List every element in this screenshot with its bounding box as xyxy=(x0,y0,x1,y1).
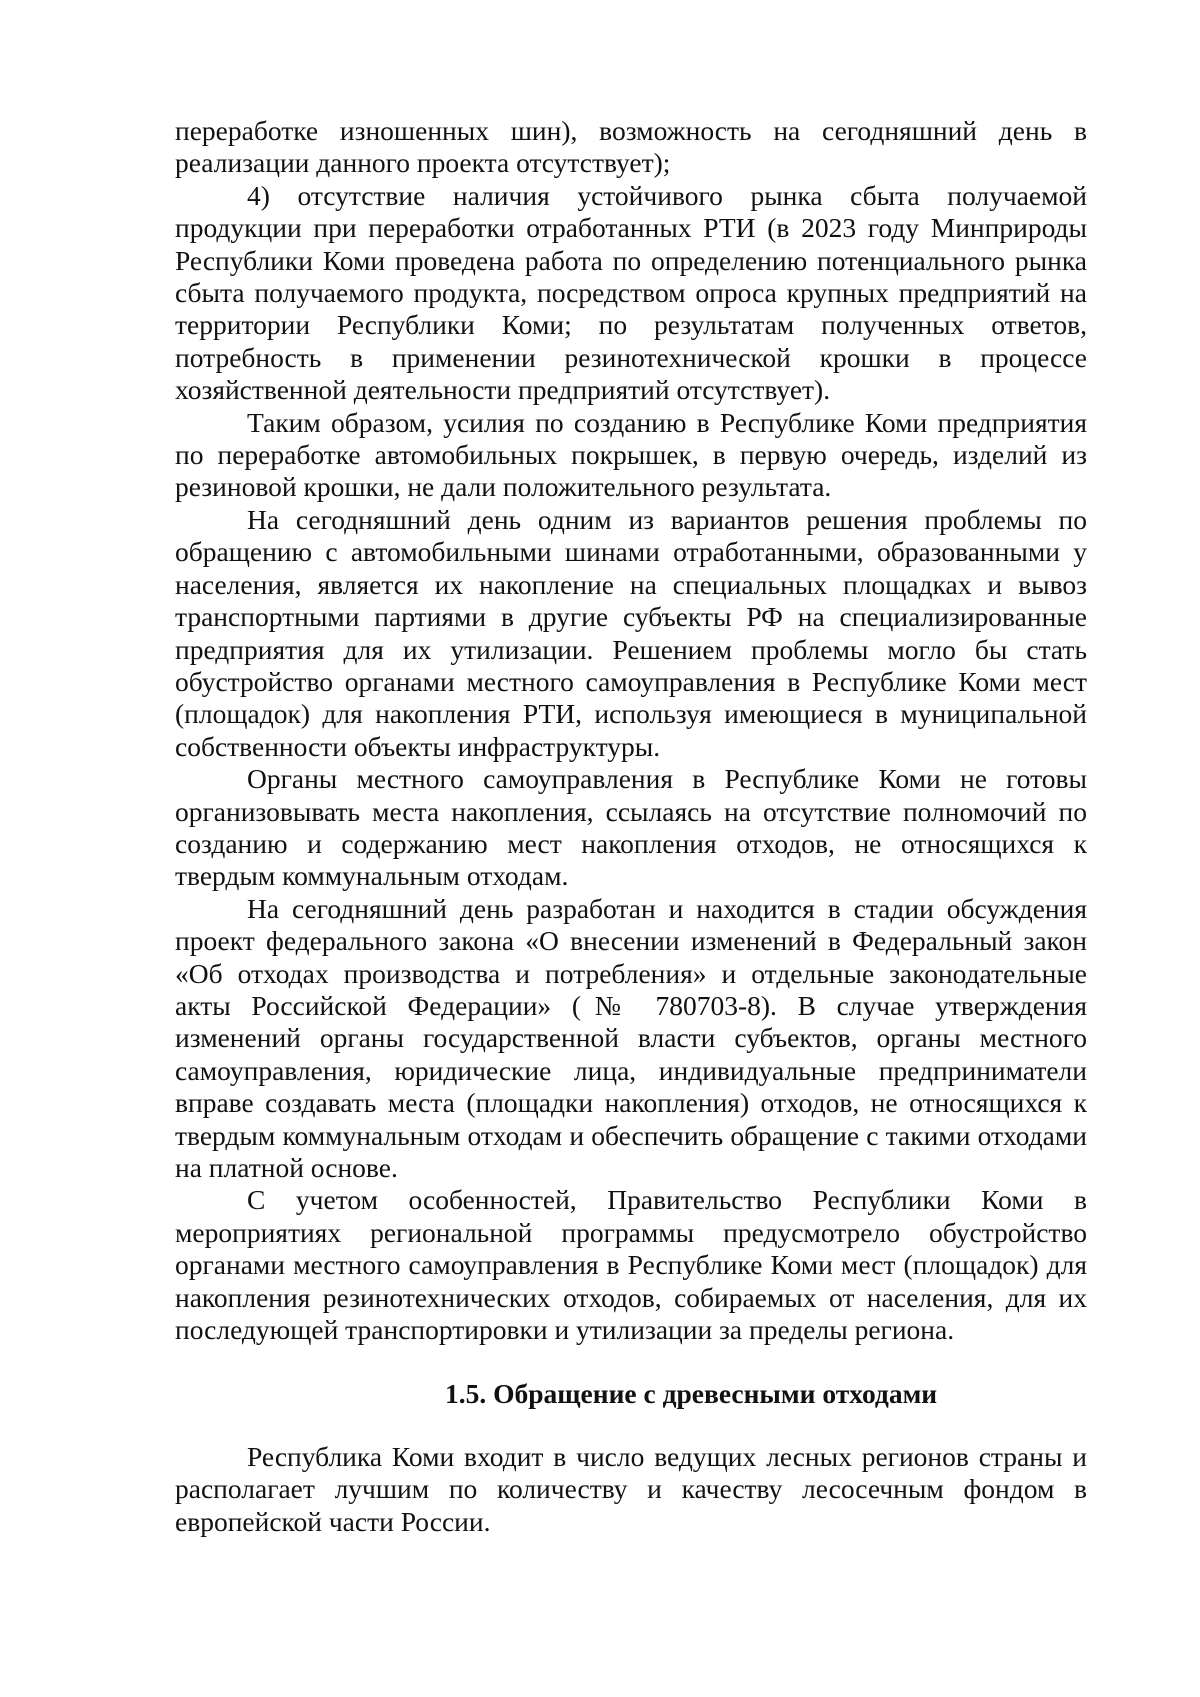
paragraph-local-authorities: Органы местного самоуправления в Республике Коми не готовы организовывать места накопления, ссылаясь на отсутствие полномочий по созданию и содержанию мест накопления отходов, не относящихся к твердым коммунальным отходам. xyxy=(175,763,1087,892)
paragraph-regional-program: С учетом особенностей, Правительство Республики Коми в мероприятиях региональной программы предусмотрело обустройство органами местного самоуправления в Республике Коми мест (площадок) для накопления резинотехнических отходов, собираемых от населения, для их последующей транспортировки и утилизации за пределы региона. xyxy=(175,1184,1087,1346)
paragraph-section-intro: Республика Коми входит в число ведущих лесных регионов страны и располагает лучшим по количеству и качеству лесосечным фондом в европейской части России. xyxy=(175,1440,1087,1537)
paragraph-current-solution: На сегодняшний день одним из вариантов решения проблемы по обращению с автомобильными шинами отработанными, образованными у населения, является их накопление на специальных площадках и вывоз транспортными партиями в другие субъекты РФ на специализированные предприятия для их утилизации. Решением проблемы могло бы стать обустройство органами местного самоуправления в Республике Коми мест (площадок) для накопления РТИ, используя имеющиеся в муниципальной собственности объекты инфраструктуры. xyxy=(175,503,1087,762)
document-body xyxy=(175,115,1087,1538)
paragraph-federal-law: На сегодняшний день разработан и находится в стадии обсуждения проект федерального закона «О внесении изменений в Федеральный закон «Об отходах производства и потребления» и отдельные законодательные акты Российской Федерации» (№ 780703-8). В случае утверждения изменений органы государственной власти субъектов, органы местного самоуправления, юридические лица, индивидуальные предприниматели вправе создавать места (площадки накопления) отходов, не относящихся к твердым коммунальным отходам и обеспечить обращение с такими отходами на платной основе. xyxy=(175,892,1087,1183)
paragraph-continuation: переработке изношенных шин), возможность на сегодняшний день в реализации данного проекта отсутствует); xyxy=(175,115,1087,179)
paragraph-conclusion: Таким образом, усилия по созданию в Республике Коми предприятия по переработке автомобильных покрышек, в первую очередь, изделий из резиновой крошки, не дали положительного результата. xyxy=(175,406,1087,503)
section-heading: 1.5. Обращение с древесными отходами xyxy=(445,1378,938,1410)
paragraph-item-4: 4) отсутствие наличия устойчивого рынка сбыта получаемой продукции при переработки отработанных РТИ (в 2023 году Минприроды Республики Коми проведена работа по определению потенциального рынка сбыта получаемого продукта, посредством опроса крупных предприятий на территории Республики Коми; по результатам полученных ответов, потребность в применении резинотехнической крошки в процессе хозяйственной деятельности предприятий отсутствует). xyxy=(175,179,1087,406)
